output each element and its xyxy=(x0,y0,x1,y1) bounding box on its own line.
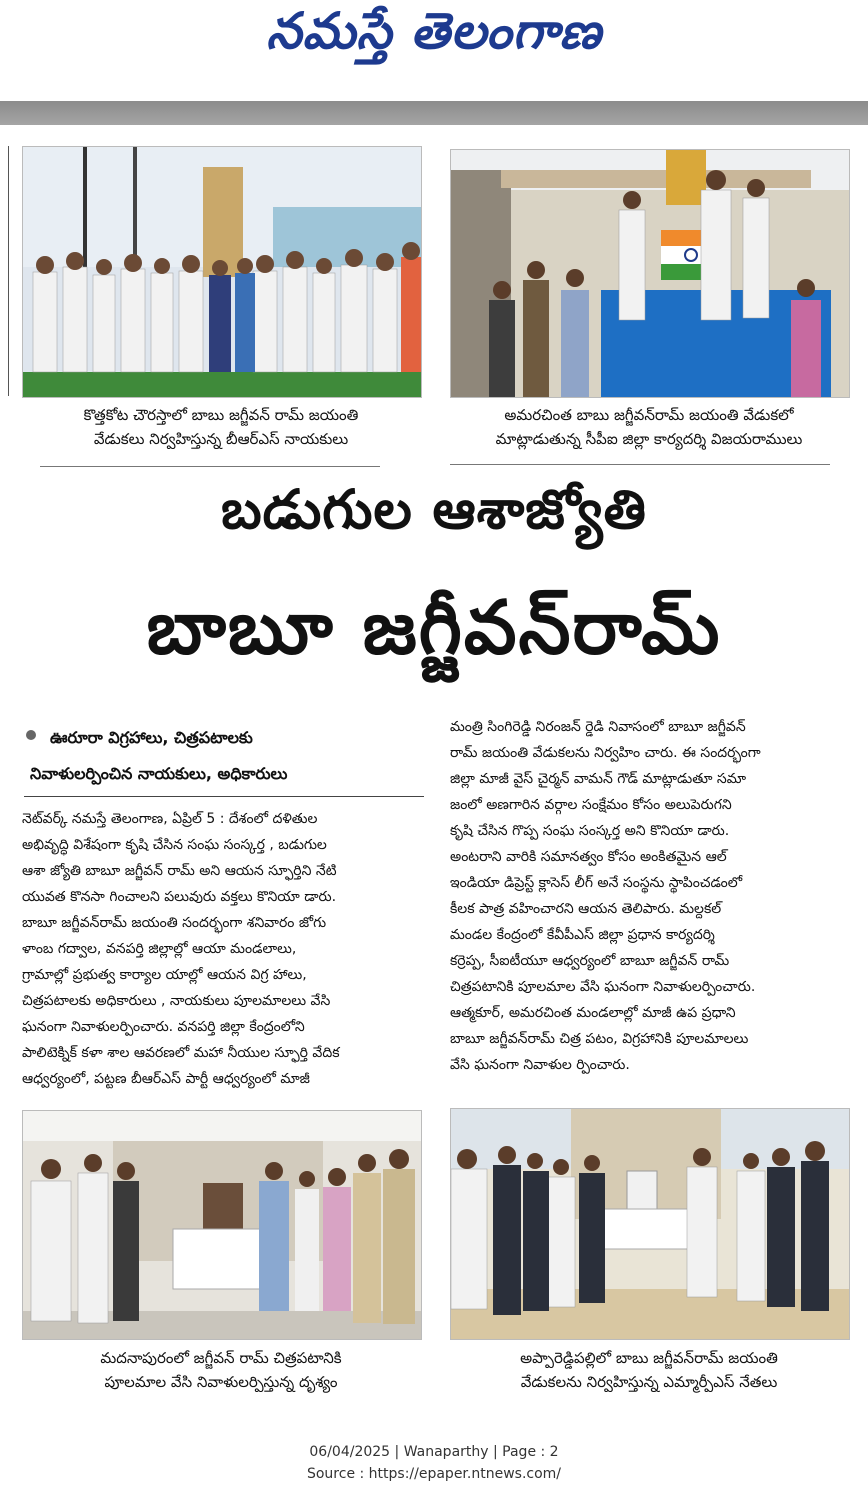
masthead-band xyxy=(0,101,868,125)
article-line: చిత్రపటానికి పూలమాల వేసి ఘనంగా నివాళులర్పించారు. xyxy=(450,979,756,995)
article-line: రామ్ జయంతి వేడుకలను నిర్వహిం చారు. ఈ సందర్భంగా xyxy=(450,745,761,761)
article-line: గ్రామాల్లో ప్రభుత్వ కార్యాల యాల్లో ఆయన విగ్ర హాలు, xyxy=(22,967,307,983)
article-line: పాలిటెక్నిక్ కళా శాల ఆవరణలో మహా నీయుల స్ఫూర్తి వేదిక xyxy=(22,1045,340,1061)
photo-bottom-left xyxy=(22,1110,422,1340)
article-line: అంటరాని వారికి సమానత్వం కోసం అంకితమైన ఆల్ xyxy=(450,849,727,865)
article-line: బాబూ జగ్జీవన్‌రామ్ చిత్ర పటం, విగ్రహానికి పూలమాలలు xyxy=(450,1031,749,1047)
article-line: మంత్రి సింగిరెడ్డి నిరంజన్ ర్డెడి నివాసంలో బాబూ జగ్జీవన్ xyxy=(450,719,746,735)
masthead xyxy=(0,0,868,100)
article-line: అభివృద్ధి విశేషంగా కృషి చేసిన సంఘ సంస్కర్త , బడుగుల xyxy=(22,837,327,853)
caption-line: మాట్లాడుతున్న సీపీఐ జిల్లా కార్యదర్శి విజయరాములు xyxy=(495,430,803,448)
photo-top-right xyxy=(450,149,850,398)
article-line: ఇండియా డిప్రెస్ట్ క్లాసెస్ లీగ్ అనే సంస్థను స్థాపించడంలో xyxy=(450,875,743,891)
article-line: నెట్‌వర్క్ నమస్తే తెలంగాణ, ఏప్రిల్ 5 : దేశంలో దళితుల xyxy=(22,811,318,827)
article-line: కీలక పాత్ర వహించారని ఆయన తెలిపారు. మల్దకల్ xyxy=(450,901,722,917)
headline-primary: బడుగుల ఆశాజ్యోతి xyxy=(221,478,647,541)
caption-top-right xyxy=(450,403,848,451)
caption-rule xyxy=(450,464,830,465)
article-line: కర్రెప్ప, సీఐటీయూ ఆధ్వర్యంలో బాబూ జగ్జీవన్ రామ్ xyxy=(450,953,730,969)
article-line: చిత్రపటాలకు అధికారులు , నాయకులు పూలమాలలు వేసి xyxy=(22,993,331,1009)
subhead-line: ఊరూరా విగ్రహాలు, చిత్రపటాలకు xyxy=(50,728,253,747)
caption-top-left xyxy=(22,403,420,451)
subhead xyxy=(30,720,430,792)
article-line: ఆశా జ్యోతి బాబూ జగ్జీవన్ రామ్ అని ఆయన స్ఫూర్తిని నేటి xyxy=(22,863,337,879)
article-line: బాబూ జగ్జీవన్‌రామ్ జయంతి సందర్భంగా శనివారం జోగు xyxy=(22,915,327,931)
column-rule xyxy=(8,146,9,396)
caption-line: మదనాపురంలో జగ్జీవన్ రామ్ చిత్రపటానికి xyxy=(100,1349,342,1367)
article-line: ళాంబ గద్వాల, వనపర్తి జిల్లాల్లో ఆయా మండలాలు, xyxy=(22,941,297,957)
article-column-left xyxy=(22,806,422,1092)
photo-bottom-right xyxy=(450,1108,850,1340)
newspaper-title: నమస్తే తెలంగాణ xyxy=(266,2,602,60)
article-line: ఘనంగా నివాళులర్పించారు. వనపర్తి జిల్లా కేంద్రంలోని xyxy=(22,1019,305,1035)
article-line: మండల కేంద్రంలో కేవీపీఎస్ జిల్లా ప్రధాన కార్యదర్శి xyxy=(450,927,715,943)
caption-line: కొత్తకోట చౌరస్తాలో బాబు జగ్జీవన్ రామ్ జయంతి xyxy=(83,406,359,424)
article-column-right xyxy=(450,714,850,1078)
article-line: వేసి ఘనంగా నివాళుల ర్పించారు. xyxy=(450,1057,630,1073)
headline-secondary: బాబూ జగ్జీవన్‌రామ్ xyxy=(146,585,722,671)
article-line: ఆధ్వర్యంలో, పట్టణ బీఆర్ఎస్ పార్టీ ఆధ్వర్యంలో మాజీ xyxy=(22,1071,310,1087)
article-line: యువత కొనసా గించాలని పలువురు వక్తలు కొనియా డారు. xyxy=(22,889,337,905)
caption-rule xyxy=(40,466,380,467)
photo-top-left xyxy=(22,146,422,398)
caption-line: పూలమాల వేసి నివాళులర్పిస్తున్న దృశ్యం xyxy=(104,1373,338,1391)
article-line: కృషి చేసిన గొప్ప సంఘ సంస్కర్త అని కొనియా డారు. xyxy=(450,823,730,839)
caption-line: అప్పారెడ్డిపల్లిలో బాబు జగ్జీవన్‌రామ్ జయంతి xyxy=(520,1349,778,1367)
caption-line: వేడుకలను నిర్వహిస్తున్న ఎమ్మార్పీఎస్ నేతలు xyxy=(520,1373,778,1391)
caption-bottom-left xyxy=(22,1346,420,1394)
footer-source-link[interactable]: Source : https://epaper.ntnews.com/ xyxy=(306,1466,562,1482)
article-line: జిల్లా మాజీ వైస్ చైర్మన్ వామన్ గౌడ్ మాట్లాడుతూ సమా xyxy=(450,771,747,787)
caption-line: అమరచింత బాబు జగ్జీవన్‌రామ్ జయంతి వేడుకలో xyxy=(504,406,794,424)
footer-date-edition: 06/04/2025 | Wanaparthy | Page : 2 xyxy=(309,1444,559,1460)
subhead-line: నివాళులర్పించిన నాయకులు, అధికారులు xyxy=(30,764,288,783)
caption-line: వేడుకలు నిర్వహిస్తున్న బీఆర్ఎస్ నాయకులు xyxy=(93,430,349,448)
caption-bottom-right xyxy=(450,1346,848,1394)
subhead-rule xyxy=(24,796,424,797)
article-line: జంలో అణగారిన వర్గాల సంక్షేమం కోసం అలుపెరుగని xyxy=(450,797,732,813)
article-line: ఆత్మకూర్, అమరచింత మండలాల్లో మాజీ ఉప ప్రధాని xyxy=(450,1005,736,1021)
